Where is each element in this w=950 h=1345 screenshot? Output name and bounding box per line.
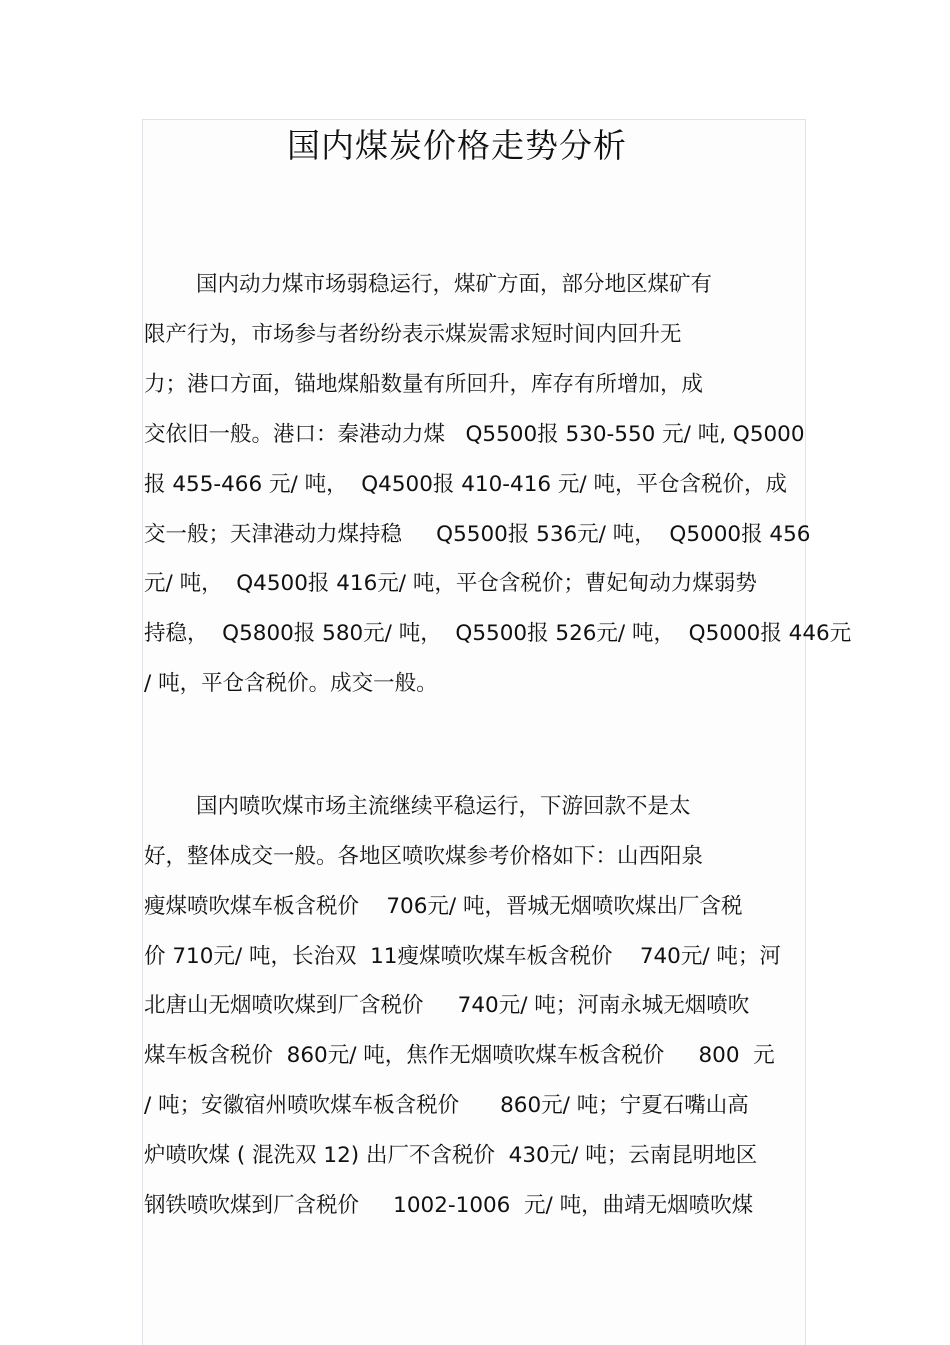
paragraph-1-line-5: 报 455-466 元/ 吨， Q4500报 410-416 元/ 吨，平仓含税价，成 (144, 472, 787, 497)
paragraph-2-line-5: 北唐山无烟喷吹煤到厂含税价 740元/ 吨；河南永城无烟喷吹 (144, 993, 750, 1018)
paragraph-1-line-8: 持稳， Q5800报 580元/ 吨， Q5500报 526元/ 吨， Q5000报 446元 (144, 621, 852, 646)
paragraph-2-line-3: 瘦煤喷吹煤车板含税价 706元/ 吨，晋城无烟喷吹煤出厂含税 (144, 894, 743, 919)
document-title: 国内煤炭价格走势分析 (287, 126, 627, 165)
paragraph-1-line-7: 元/ 吨， Q4500报 416元/ 吨，平仓含税价；曹妃甸动力煤弱势 (144, 571, 757, 596)
paragraph-2-line-6: 煤车板含税价 860元/ 吨，焦作无烟喷吹煤车板含税价 800 元 (144, 1043, 775, 1068)
paragraph-2-line-7: / 吨；安徽宿州喷吹煤车板含税价 860元/ 吨；宁夏石嘴山高 (144, 1093, 749, 1118)
paragraph-1-line-2: 限产行为，市场参与者纷纷表示煤炭需求短时间内回升无 (144, 322, 682, 347)
paragraph-2-line-9: 钢铁喷吹煤到厂含税价 1002-1006 元/ 吨，曲靖无烟喷吹煤 (144, 1193, 754, 1218)
paragraph-2-line-8: 炉喷吹煤 ( 混洗双 12) 出厂不含税价 430元/ 吨；云南昆明地区 (144, 1143, 758, 1168)
paragraph-1-line-3: 力；港口方面，锚地煤船数量有所回升，库存有所增加，成 (144, 372, 704, 397)
paragraph-1-line-9: / 吨，平仓含税价。成交一般。 (144, 671, 438, 696)
paragraph-2-line-1: 国内喷吹煤市场主流继续平稳运行，下游回款不是太 (196, 794, 691, 819)
paragraph-2-line-4: 价 710元/ 吨，长治双 11瘦煤喷吹煤车板含税价 740元/ 吨；河 (144, 944, 781, 969)
paragraph-2-line-2: 好，整体成交一般。各地区喷吹煤参考价格如下：山西阳泉 (144, 844, 704, 869)
paragraph-1-line-4: 交依旧一般。港口：秦港动力煤 Q5500报 530-550 元/ 吨, Q5000 (144, 422, 805, 447)
paragraph-1-line-1: 国内动力煤市场弱稳运行，煤矿方面，部分地区煤矿有 (196, 272, 713, 297)
paragraph-1-line-6: 交一般；天津港动力煤持稳 Q5500报 536元/ 吨， Q5000报 456 (144, 522, 811, 547)
